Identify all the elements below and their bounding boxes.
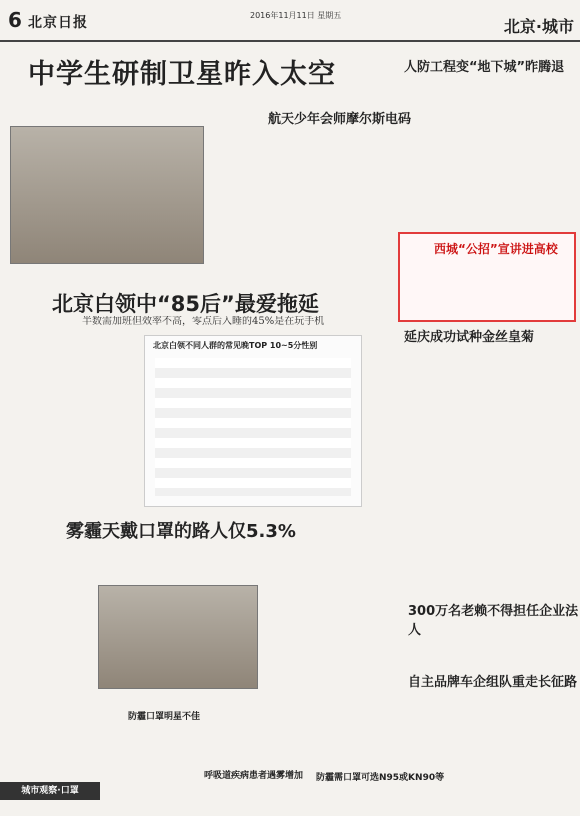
sub-deck-1: 半数需加班但效率不高，零点后入睡的45%是在玩手机	[82, 316, 325, 327]
main-photo	[10, 126, 204, 264]
right-headline-4: 300万名老赖不得担任企业法人	[408, 604, 579, 638]
mask-photo	[98, 585, 258, 689]
right-headline-2: 西城“公招”宣讲进高校	[434, 242, 558, 256]
right-headline-1: 人防工程变“地下城”昨腾退	[404, 60, 565, 75]
chart-block	[144, 335, 362, 507]
section-title: 北京·城市	[503, 17, 574, 36]
highlighted-article	[398, 232, 576, 322]
sub-headline-2: 雾霾天戴口罩的路人仅5.3%	[66, 521, 296, 542]
side-pill-title: 航天少年会师摩尔斯电码	[268, 112, 412, 127]
date-line: 2016年11月11日 星期五	[250, 11, 342, 20]
chart-body	[155, 358, 351, 496]
right-headline-3: 延庆成功试种金丝皇菊	[404, 330, 535, 345]
small-title-3: 防霾需口罩可选N95或KN90等	[316, 773, 445, 783]
small-title-1: 防霾口罩明星不佳	[128, 712, 201, 722]
chart-title: 北京白领不同人群的常见晚TOP 10~5分性别	[153, 341, 318, 350]
masthead-logo: 北京日报	[28, 15, 88, 31]
small-title-2: 呼吸道疾病患者遇雾增加	[204, 771, 304, 781]
right-headline-5: 自主品牌车企组队重走长征路	[408, 675, 578, 690]
page-header	[0, 0, 580, 42]
sub-headline-1: 北京白领中“85后”最爱拖延	[52, 292, 319, 316]
main-headline: 中学生研制卫星昨入太空	[28, 59, 336, 90]
bottom-section-tag: 城市观察·口罩	[0, 782, 100, 800]
page-number: 6	[8, 8, 22, 32]
